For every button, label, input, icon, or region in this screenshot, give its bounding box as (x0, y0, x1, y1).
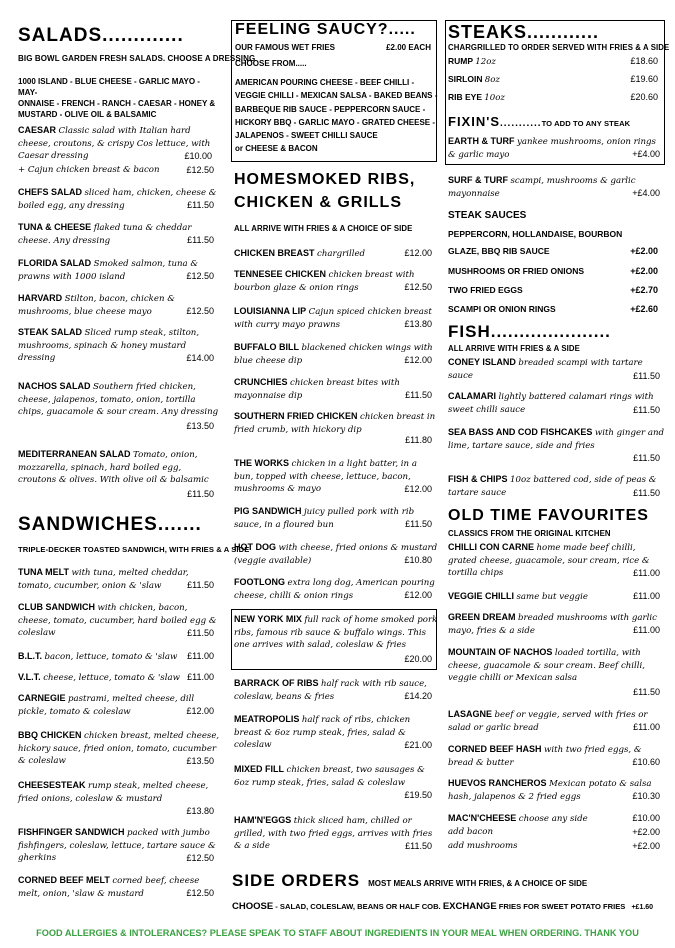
menu-item-the-works[interactable]: THE WORKS chicken in a light batter, in a bun, topped with cheese, lettuce, bacon, mushrooms & mayo £12.00 (234, 458, 432, 494)
menu-item-meatropolis[interactable]: MEATROPOLIS half rack of ribs, chicken breast & 6oz rump steak, fries, salad & coleslaw £21.00 (234, 714, 432, 750)
menu-item-calamari[interactable]: CALAMARI lightly battered calamari rings with sweet chilli sauce £11.50 (448, 391, 660, 415)
menu-item-pig-sandwich[interactable]: PIG SANDWICH juicy pulled pork with rib sauce, in a floured bun £11.50 (234, 506, 432, 530)
menu-item-blt[interactable]: B.L.T. bacon, lettuce, tomato & 'slaw £11.00 (18, 651, 214, 662)
menu-item-bbq-chicken-sandwich[interactable]: BBQ CHICKEN chicken breast, melted cheese, hickory sauce, fried onion, tomato, cucumber & coleslaw £13.50 (18, 730, 220, 766)
steak-sauce-line-1[interactable]: PEPPERCORN, HOLLANDAISE, BOURBON (448, 229, 623, 239)
menu-item-hot-dog[interactable]: HOT DOG with cheese, fried onions & mustard (veggie available) £10.80 (234, 542, 438, 566)
menu-item-earth-turf[interactable]: EARTH & TURF yankee mushrooms, onion rings & garlic mayo +£4.00 (448, 136, 660, 160)
menu-item-mountain-of-nachos[interactable]: MOUNTAIN OF NACHOS loaded tortilla, with cheese, guacamole & sour cream. Beef chilli, veggie chilli or Mexican salsa £11.50 (448, 647, 660, 697)
fish-title: FISH..................... (448, 322, 611, 341)
menu-item-add-mushrooms[interactable]: add mushrooms +£2.00 (448, 841, 660, 851)
menu-item-crunchies[interactable]: CRUNCHIES chicken breast bites with mayonnaise dip £11.50 (234, 377, 432, 401)
steak-sauce-line-5[interactable]: SCAMPI OR ONION RINGS +£2.60 (448, 304, 658, 314)
salads-subtitle: BIG BOWL GARDEN FRESH SALADS. CHOOSE A DRESSING (18, 54, 256, 63)
salads-dressings: 1000 ISLAND - BLUE CHEESE - GARLIC MAYO - MAY- ONNAISE - FRENCH - RANCH - CAESAR - HONEY & MUSTARD - OLIVE OIL & BALSAMIC (18, 77, 216, 119)
menu-item-carnegie[interactable]: CARNEGIE pastrami, melted cheese, dill pickle, tomato & coleslaw £12.00 (18, 693, 214, 717)
menu-item-steak-salad[interactable]: STEAK SALAD Sliced rump steak, stilton, mushrooms, spinach & honey mustard dressing £14.00 (18, 327, 214, 363)
menu-item-southern-fried-chicken[interactable]: SOUTHERN FRIED CHICKEN chicken breast in fried crumb, with hickory dip £11.80 (234, 411, 436, 445)
menu-item-fishfinger-sandwich[interactable]: FISHFINGER SANDWICH packed with jumbo fishfingers, coleslaw, lettuce, tartare sauce & gherkins £12.50 (18, 827, 216, 863)
menu-item-hamneggs[interactable]: HAM'N'EGGS thick sliced ham, chilled or grilled, with two fried eggs, arrives with fries & a side £11.50 (234, 815, 433, 851)
salads-title: SALADS............. (18, 25, 184, 46)
menu-item-new-york-mix[interactable]: NEW YORK MIX full rack of home smoked pork ribs, famous rib sauce & buffalo wings. This one arrives with salad, coleslaw & fries £20.00 (234, 614, 438, 664)
menu-item-florida-salad[interactable]: FLORIDA SALAD Smoked salmon, tuna & prawns with 1000 island £12.50 (18, 258, 214, 282)
menu-item-surf-turf[interactable]: SURF & TURF scampi, mushrooms & garlic mayonnaise +£4.00 (448, 175, 660, 199)
menu-item-lasagne[interactable]: LASAGNE beef or veggie, served with fries or salad or garlic bread £11.00 (448, 709, 660, 733)
menu-item-add-bacon[interactable]: add bacon +£2.00 (448, 827, 660, 837)
menu-item-buffalo-bill[interactable]: BUFFALO BILL blackened chicken wings with blue cheese dip £12.00 (234, 342, 433, 366)
menu-item-tuna-cheese[interactable]: TUNA & CHEESE flaked tuna & cheddar cheese. Any dressing £11.50 (18, 222, 214, 246)
menu-item-rib-eye[interactable]: RIB EYE 10oz £20.60 (448, 92, 658, 103)
menu-item-louisianna-lip[interactable]: LOUISIANNA LIP Cajun spiced chicken breast with curry mayo prawns £13.80 (234, 306, 432, 330)
menu-item-fish-chips[interactable]: FISH & CHIPS 10oz battered cod, side of peas & tartare sauce £11.50 (448, 474, 660, 498)
menu-item-coney-island[interactable]: CONEY ISLAND breaded scampi with tartare sauce £11.50 (448, 357, 660, 381)
menu-item-chilli-con-carne[interactable]: CHILLI CON CARNE home made beef chilli, grated cheese, guacamole, sour cream, rice & tortilla chips £11.00 (448, 542, 660, 578)
old-time-subtitle: CLASSICS FROM THE ORIGINAL KITCHEN (448, 529, 611, 538)
wet-fries-label: OUR FAMOUS WET FRIES (235, 43, 335, 52)
menu-item-chefs-salad[interactable]: CHEFS SALAD sliced ham, chicken, cheese & boiled egg, any dressing £11.50 (18, 187, 217, 211)
fixins-heading: FIXIN'S...........TO ADD TO ANY STEAK (448, 114, 631, 129)
menu-item-club-sandwich[interactable]: CLUB SANDWICH with chicken, bacon, cheese, tomato, cucumber, hard boiled egg & coleslaw £11.50 (18, 602, 217, 638)
choose-from: CHOOSE FROM..... (235, 59, 307, 68)
menu-item-tuna-melt[interactable]: TUNA MELT with tuna, melted cheddar, tomato, cucumber, onion & 'slaw £11.50 (18, 567, 214, 591)
menu-item-corned-beef-hash[interactable]: CORNED BEEF HASH with two fried eggs, & bread & butter £10.60 (448, 744, 660, 768)
sandwiches-subtitle: TRIPLE-DECKER TOASTED SANDWICH, WITH FRIES & A SIDE (18, 545, 250, 554)
ribs-subtitle: ALL ARRIVE WITH FRIES & A CHOICE OF SIDE (234, 224, 413, 233)
menu-item-mediterranean-salad[interactable]: MEDITERRANEAN SALAD Tomato, onion, mozzarella, spinach, hard boiled egg, croutons & olives. With olive oil & balsamic £11.50 (18, 449, 214, 499)
steaks-title: STEAKS............ (448, 22, 600, 42)
menu-item-caesar-addon[interactable]: + Cajun chicken breast & bacon £12.50 (18, 165, 214, 175)
menu-item-footlong[interactable]: FOOTLONG extra long dog, American pouring cheese, chilli & onion rings £12.00 (234, 577, 435, 601)
ribs-title: HOMESMOKED RIBS, CHICKEN & GRILLS (234, 171, 416, 211)
menu-item-veggie-chilli[interactable]: VEGGIE CHILLI same but veggie £11.00 (448, 591, 660, 602)
menu-item-cheesesteak[interactable]: CHEESESTEAK rump steak, melted cheese, fried onions, coleslaw & mustard £13.80 (18, 780, 214, 816)
allergy-notice: FOOD ALLERGIES & INTOLERANCES? PLEASE SPEAK TO STAFF ABOUT INGREDIENTS IN YOUR MEAL WHEN ORDERING. THANK YOU (36, 928, 639, 938)
menu-item-caesar[interactable]: CAESAR Classic salad with Italian hard cheese, croutons, & crispy Cos lettuce, with Caesar dressing £10.00 (18, 125, 212, 161)
steak-sauce-line-3[interactable]: MUSHROOMS OR FRIED ONIONS +£2.00 (448, 266, 658, 276)
menu-item-sirloin[interactable]: SIRLOIN 8oz £19.60 (448, 74, 658, 85)
menu-item-huevos-rancheros[interactable]: HUEVOS RANCHEROS Mexican potato & salsa hash, jalapenos & 2 fried eggs £10.30 (448, 778, 660, 802)
steak-sauce-line-2[interactable]: GLAZE, BBQ RIB SAUCE +£2.00 (448, 246, 658, 256)
menu-item-green-dream[interactable]: GREEN DREAM breaded mushrooms with garlic mayo, fries & a side £11.00 (448, 612, 660, 636)
menu-item-nachos-salad[interactable]: NACHOS SALAD Southern fried chicken, cheese, jalapenos, tomato, onion, tortilla chips, guacamole & sour cream. Any dressing £13.50 (18, 381, 219, 431)
sandwiches-title: SANDWICHES....... (18, 514, 202, 535)
menu-item-vlt[interactable]: V.L.T. cheese, lettuce, tomato & 'slaw £11.00 (18, 672, 214, 683)
fish-subtitle: ALL ARRIVE WITH FRIES & A SIDE (448, 344, 580, 353)
wet-fries-price: £2.00 EACH (386, 43, 431, 52)
side-orders-heading: SIDE ORDERS MOST MEALS ARRIVE WITH FRIES, & A CHOICE OF SIDE (232, 871, 588, 890)
steaks-subtitle: CHARGRILLED TO ORDER SERVED WITH FRIES & A SIDE (448, 43, 670, 52)
menu-item-rump[interactable]: RUMP 12oz £18.60 (448, 56, 658, 67)
menu-item-fishcakes[interactable]: SEA BASS AND COD FISHCAKES with ginger and lime, tartare sauce, side and fries £11.50 (448, 427, 665, 463)
menu-item-harvard[interactable]: HARVARD Stilton, bacon, chicken & mushrooms, blue cheese mayo £12.50 (18, 293, 214, 317)
old-time-title: OLD TIME FAVOURITES (448, 507, 649, 524)
menu-item-mixed-fill[interactable]: MIXED FILL chicken breast, two sausages & 6oz rump steak, fries, salad & coleslaw £19.50 (234, 764, 432, 800)
menu-item-mac-n-cheese[interactable]: MAC'N'CHEESE choose any side £10.00 (448, 813, 660, 824)
side-orders-choose-line: CHOOSE - SALAD, COLESLAW, BEANS OR HALF COB. EXCHANGE FRIES FOR SWEET POTATO FRIES +£1.60 (232, 901, 654, 912)
menu-item-tennesee-chicken[interactable]: TENNESEE CHICKEN chicken breast with bourbon glaze & onion rings £12.50 (234, 269, 432, 293)
menu-item-barrack-of-ribs[interactable]: BARRACK OF RIBS half rack with rib sauce, coleslaw, beans & fries £14.20 (234, 678, 432, 702)
saucy-options: AMERICAN POURING CHEESE - BEEF CHILLI - VEGGIE CHILLI - MEXICAN SALSA - BAKED BEANS - BARBEQUE RIB SAUCE - PEPPERCORN SAUCE - HICKORY BBQ - GARLIC MAYO - GRATED CHEESE - JALAPENOS - SWEET CHILLI SAUCE or CHEESE & BACON (235, 78, 438, 154)
steak-sauce-line-4[interactable]: TWO FRIED EGGS +£2.70 (448, 285, 658, 295)
menu-item-corned-beef-melt[interactable]: CORNED BEEF MELT corned beef, cheese melt, onion, 'slaw & mustard £12.50 (18, 875, 214, 899)
saucy-title: FEELING SAUCY?..... (235, 21, 416, 38)
steak-sauces-title: STEAK SAUCES (448, 210, 527, 221)
feeling-saucy-box (231, 20, 437, 162)
menu-item-chicken-breast[interactable]: CHICKEN BREAST chargrilled £12.00 (234, 248, 432, 259)
